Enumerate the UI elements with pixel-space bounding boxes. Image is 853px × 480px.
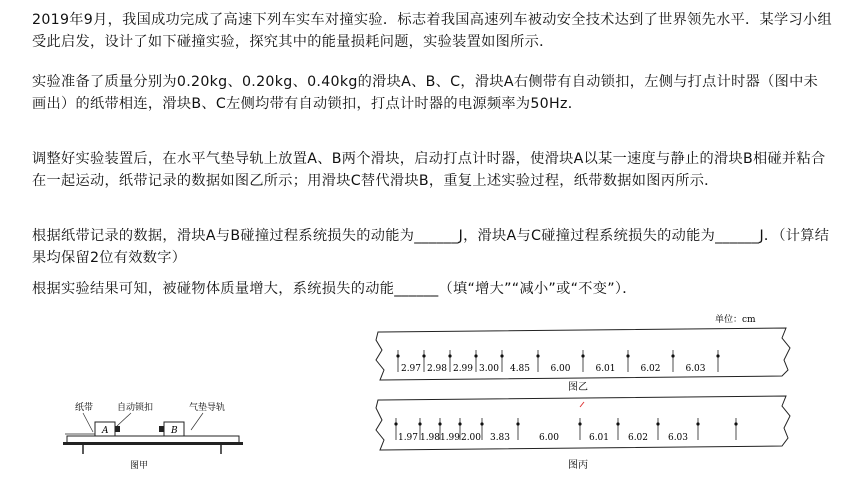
- tape-bing-segment-label: 2.00: [460, 433, 482, 443]
- tape-bing-segment-label: 6.02: [627, 433, 649, 443]
- tape-bing-segment-label: 3.83: [489, 433, 511, 443]
- tape-yi-segment-label: 6.03: [685, 364, 706, 374]
- tape-bing-segment-label: 6.00: [538, 433, 560, 443]
- block-a-label: A: [102, 426, 109, 436]
- label-auto-lock: 自动锁扣: [117, 403, 154, 413]
- tape-bing-dot: [458, 422, 461, 425]
- apparatus-caption: 图甲: [130, 461, 149, 471]
- tape-bing-dot: [516, 422, 519, 425]
- tape-yi-segment-label: 2.99: [452, 364, 474, 374]
- tape-yi-segment-label: 3.00: [478, 364, 500, 374]
- tape-yi-dot: [536, 354, 539, 357]
- tape-bing-segment-label: 6.03: [667, 433, 689, 443]
- unit-label: 单位：cm: [715, 315, 756, 325]
- tape-yi-segment-label: 2.97: [400, 364, 422, 374]
- tape-yi-dot: [448, 354, 451, 357]
- tape-yi-dot: [500, 354, 503, 357]
- tape-yi-dot: [396, 354, 399, 357]
- apparatus-figure: [55, 398, 245, 473]
- paragraph-intro: 2019年9月，我国成功完成了高速下列车实车对撞实验．标志着我国高速列车被动安全技术达到了世界领先水平．某学习小组受此启发，设计了如下碰撞实验，探究其中的能量损耗问题，实验装置如图所示．: [32, 12, 832, 50]
- tape-bing-dot: [656, 422, 659, 425]
- tape-bing-dot: [438, 422, 441, 425]
- tape-bing-dot: [578, 422, 581, 425]
- tape-yi-dot: [581, 354, 584, 357]
- paragraph-setup: 实验准备了质量分别为0.20kg、0.20kg、0.40kg的滑块A、B、C，滑块A右侧带有自动锁扣，左侧与打点计时器（图中未画出）的纸带相连，滑块B、C左侧均带有自动锁扣，打点计时器的电源频率为50Hz．: [32, 74, 819, 112]
- tape-bing-segment-label: 1.97: [397, 433, 419, 443]
- tape-bing-segment-label: 1.98: [419, 433, 441, 443]
- tape-bing-dot: [418, 422, 421, 425]
- tape-bing-dot: [394, 422, 397, 425]
- tape-bing-dot: [616, 422, 619, 425]
- tape-bing-segment-label: 1.99: [439, 433, 461, 443]
- label-tape: 纸带: [75, 403, 94, 413]
- tape-bing-segment-label: 6.01: [588, 433, 610, 443]
- paragraph-question-2: 根据实验结果可知，被碰物体质量增大，系统损失的动能______（填“增大”“减小”或“不变”）．: [32, 281, 637, 297]
- tape-yi-dot: [422, 354, 425, 357]
- paragraph-procedure: 调整好实验装置后，在水平气垫导轨上放置A、B两个滑块，启动打点计时器，使滑块A以某一速度与静止的滑块B相碰并粘合在一起运动，纸带记录的数据如图乙所示；用滑块C替代滑块B，重复上述实验过程，纸带数据如图丙所示．: [32, 151, 826, 189]
- label-air-rail: 气垫导轨: [189, 403, 226, 413]
- tape-yi-segment-label: 4.85: [509, 364, 531, 374]
- tape-yi-dot: [626, 354, 629, 357]
- tape-bing: [376, 396, 790, 471]
- tape-yi-segment-label: 6.00: [550, 364, 571, 374]
- tape-bing-dot: [480, 422, 483, 425]
- tape-bing-dot: [696, 422, 699, 425]
- tape-yi-dot: [671, 354, 674, 357]
- tape-bing-caption: 图丙: [568, 460, 588, 471]
- tape-yi: [376, 328, 790, 393]
- paragraph-question-1: 根据纸带记录的数据，滑块A与B碰撞过程系统损失的动能为______J，滑块A与C碰撞过程系统损失的动能为______J．（计算结果均保留2位有效数字）: [32, 228, 830, 266]
- tape-yi-caption: 图乙: [568, 382, 588, 393]
- tape-yi-segment-label: 2.98: [426, 364, 448, 374]
- block-b-label: B: [171, 426, 178, 436]
- tape-yi-segment-label: 6.01: [595, 364, 616, 374]
- tape-yi-dot: [474, 354, 477, 357]
- tape-yi-segment-label: 6.02: [640, 364, 661, 374]
- tape-bing-dot: [734, 422, 737, 425]
- tape-yi-dot: [716, 354, 719, 357]
- tapes-figure: [370, 308, 800, 473]
